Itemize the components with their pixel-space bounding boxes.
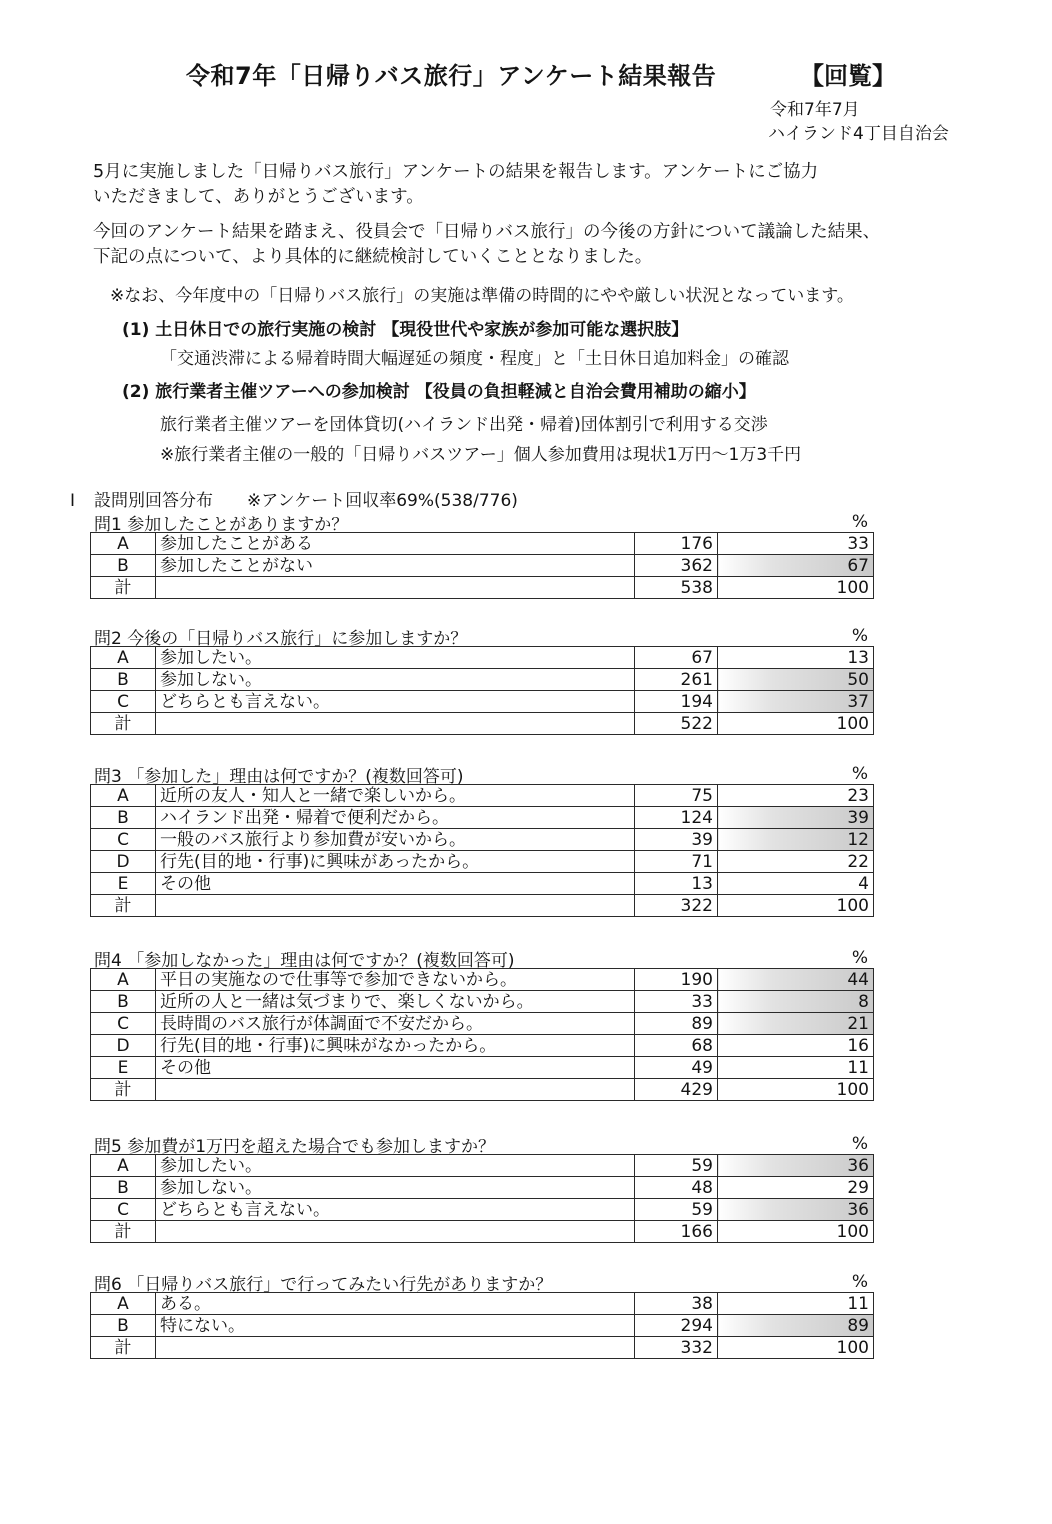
answer-percent: 67 — [718, 555, 874, 577]
section-number: Ⅰ — [70, 491, 76, 511]
answer-code: B — [91, 1315, 156, 1337]
answer-code: A — [91, 1293, 156, 1315]
total-empty-cell — [156, 895, 635, 917]
answer-label: 平日の実施なので仕事等で参加できないから。 — [156, 969, 635, 991]
answer-label: どちらとも言えない。 — [156, 691, 635, 713]
answer-percent: 23 — [718, 785, 874, 807]
answer-count: 59 — [635, 1155, 718, 1177]
answer-label: 行先(目的地・行事)に興味がなかったから。 — [156, 1035, 635, 1057]
question-header — [90, 946, 874, 971]
question-title: 問5 参加費が1万円を超えた場合でも参加しますか？ — [94, 1137, 496, 1157]
table-row — [91, 1177, 874, 1199]
total-empty-cell — [156, 1221, 635, 1243]
table-row — [91, 1013, 874, 1035]
answer-percent: 12 — [718, 829, 874, 851]
answer-label: 長時間のバス旅行が体調面で不安だから。 — [156, 1013, 635, 1035]
answer-code: E — [91, 873, 156, 895]
answer-label: ある。 — [156, 1293, 635, 1315]
answer-count: 13 — [635, 873, 718, 895]
question-title: 問4 「参加しなかった」理由は何ですか？(複数回答可) — [94, 951, 515, 971]
answer-percent: 13 — [718, 647, 874, 669]
intro-note: ※なお、今年度中の「日帰りバス旅行」の実施は準備の時間的にやや厳しい状況となっています。 — [110, 286, 854, 306]
answer-count: 75 — [635, 785, 718, 807]
question-title: 問6 「日帰りバス旅行」で行ってみたい行先がありますか？ — [94, 1275, 553, 1295]
total-label: 計 — [91, 713, 156, 735]
total-empty-cell — [156, 577, 635, 599]
total-label: 計 — [91, 1221, 156, 1243]
percent-unit-label: % — [851, 512, 868, 532]
answer-code: B — [91, 555, 156, 577]
question-title: 問3 「参加した」理由は何ですか？(複数回答可) — [94, 767, 464, 787]
table-row — [91, 829, 874, 851]
answer-count: 176 — [635, 533, 718, 555]
question-block — [90, 762, 874, 917]
answer-label: その他 — [156, 873, 635, 895]
total-row — [91, 1337, 874, 1359]
intro-line: 5月に実施しました「日帰りバス旅行」アンケートの結果を報告します。アンケートにご協力 — [93, 162, 819, 182]
table-row — [91, 1293, 874, 1315]
item-1-detail: 「交通渋滞による帰着時間大幅遅延の頻度・程度」と「土日休日追加料金」の確認 — [160, 349, 789, 369]
table-row — [91, 873, 874, 895]
table-row — [91, 785, 874, 807]
answer-code: A — [91, 533, 156, 555]
total-percent: 100 — [718, 1079, 874, 1101]
answer-percent: 33 — [718, 533, 874, 555]
total-label: 計 — [91, 1337, 156, 1359]
total-percent: 100 — [718, 713, 874, 735]
item-1-heading: (1) 土日休日での旅行実施の検討 【現役世代や家族が参加可能な選択肢】 — [122, 320, 689, 340]
item-2-detail: 旅行業者主催ツアーを団体貸切(ハイランド出発・帰着)団体割引で利用する交渉 — [160, 415, 768, 435]
answer-percent: 16 — [718, 1035, 874, 1057]
answer-code: C — [91, 1199, 156, 1221]
results-table — [90, 646, 874, 735]
answer-count: 261 — [635, 669, 718, 691]
answer-code: C — [91, 1013, 156, 1035]
intro-line: 今回のアンケート結果を踏まえ、役員会で「日帰りバス旅行」の今後の方針について議論した結果、 — [93, 222, 881, 242]
answer-percent: 36 — [718, 1155, 874, 1177]
answer-label: 参加したい。 — [156, 1155, 635, 1177]
question-header — [90, 1132, 874, 1157]
answer-label: 近所の友人・知人と一緒で楽しいから。 — [156, 785, 635, 807]
results-table — [90, 784, 874, 917]
circulation-mark: 【回覧】 — [800, 62, 896, 90]
intro-line: いただきまして、ありがとうございます。 — [93, 187, 424, 207]
table-row — [91, 991, 874, 1013]
total-row — [91, 895, 874, 917]
total-empty-cell — [156, 1079, 635, 1101]
answer-percent: 89 — [718, 1315, 874, 1337]
answer-count: 89 — [635, 1013, 718, 1035]
answer-count: 48 — [635, 1177, 718, 1199]
answer-count: 71 — [635, 851, 718, 873]
question-header — [90, 510, 874, 535]
total-row — [91, 713, 874, 735]
answer-percent: 22 — [718, 851, 874, 873]
answer-code: C — [91, 829, 156, 851]
response-rate: ※アンケート回収率69%(538/776) — [247, 491, 518, 511]
table-row — [91, 555, 874, 577]
table-row — [91, 647, 874, 669]
total-percent: 100 — [718, 577, 874, 599]
question-block — [90, 1270, 874, 1359]
answer-label: 近所の人と一緒は気づまりで、楽しくないから。 — [156, 991, 635, 1013]
answer-code: A — [91, 969, 156, 991]
item-2-heading: (2) 旅行業者主催ツアーへの参加検討 【役員の負担軽減と自治会費用補助の縮小】 — [122, 382, 756, 402]
question-block — [90, 946, 874, 1101]
answer-code: D — [91, 1035, 156, 1057]
results-table — [90, 1292, 874, 1359]
answer-percent: 44 — [718, 969, 874, 991]
answer-label: 参加しない。 — [156, 1177, 635, 1199]
answer-count: 38 — [635, 1293, 718, 1315]
answer-count: 194 — [635, 691, 718, 713]
answer-code: C — [91, 691, 156, 713]
results-table — [90, 968, 874, 1101]
table-row — [91, 669, 874, 691]
percent-unit-label: % — [851, 948, 868, 968]
answer-count: 39 — [635, 829, 718, 851]
report-date: 令和7年7月 — [770, 100, 860, 120]
total-count: 429 — [635, 1079, 718, 1101]
answer-percent: 11 — [718, 1293, 874, 1315]
answer-count: 124 — [635, 807, 718, 829]
total-row — [91, 1079, 874, 1101]
answer-percent: 8 — [718, 991, 874, 1013]
total-count: 166 — [635, 1221, 718, 1243]
answer-percent: 21 — [718, 1013, 874, 1035]
total-percent: 100 — [718, 1221, 874, 1243]
answer-code: B — [91, 1177, 156, 1199]
table-row — [91, 533, 874, 555]
answer-percent: 39 — [718, 807, 874, 829]
total-empty-cell — [156, 713, 635, 735]
question-title: 問1 参加したことがありますか？ — [94, 515, 349, 535]
question-title: 問2 今後の「日帰りバス旅行」に参加しますか？ — [94, 629, 468, 649]
answer-code: B — [91, 669, 156, 691]
answer-count: 33 — [635, 991, 718, 1013]
percent-unit-label: % — [851, 626, 868, 646]
answer-percent: 37 — [718, 691, 874, 713]
intro-paragraph-2 — [93, 220, 1013, 270]
table-row — [91, 851, 874, 873]
question-block — [90, 510, 874, 599]
total-count: 332 — [635, 1337, 718, 1359]
answer-count: 59 — [635, 1199, 718, 1221]
section-title: 設問別回答分布 — [94, 491, 213, 511]
total-percent: 100 — [718, 895, 874, 917]
total-count: 522 — [635, 713, 718, 735]
answer-percent: 36 — [718, 1199, 874, 1221]
total-label: 計 — [91, 577, 156, 599]
table-row — [91, 1035, 874, 1057]
organization-name: ハイランド4丁目自治会 — [768, 124, 949, 144]
table-row — [91, 1315, 874, 1337]
answer-count: 49 — [635, 1057, 718, 1079]
answer-code: A — [91, 1155, 156, 1177]
answer-percent: 4 — [718, 873, 874, 895]
header — [0, 56, 1052, 92]
answer-label: 参加しない。 — [156, 669, 635, 691]
total-label: 計 — [91, 1079, 156, 1101]
question-header — [90, 762, 874, 787]
total-count: 322 — [635, 895, 718, 917]
results-table — [90, 1154, 874, 1243]
results-table — [90, 532, 874, 599]
answer-label: その他 — [156, 1057, 635, 1079]
intro-paragraph-1 — [93, 160, 1013, 210]
total-label: 計 — [91, 895, 156, 917]
answer-code: A — [91, 647, 156, 669]
question-header — [90, 624, 874, 649]
answer-label: 行先(目的地・行事)に興味があったから。 — [156, 851, 635, 873]
answer-code: B — [91, 807, 156, 829]
percent-unit-label: % — [851, 1272, 868, 1292]
question-header — [90, 1270, 874, 1295]
answer-count: 362 — [635, 555, 718, 577]
answer-label: 参加したい。 — [156, 647, 635, 669]
intro-line: 下記の点について、より具体的に継続検討していくこととなりました。 — [93, 247, 653, 267]
answer-count: 67 — [635, 647, 718, 669]
answer-label: 参加したことがある — [156, 533, 635, 555]
answer-percent: 50 — [718, 669, 874, 691]
answer-count: 190 — [635, 969, 718, 991]
total-percent: 100 — [718, 1337, 874, 1359]
answer-code: E — [91, 1057, 156, 1079]
answer-percent: 11 — [718, 1057, 874, 1079]
percent-unit-label: % — [851, 764, 868, 784]
answer-code: B — [91, 991, 156, 1013]
table-row — [91, 1155, 874, 1177]
table-row — [91, 1057, 874, 1079]
answer-label: 参加したことがない — [156, 555, 635, 577]
section-heading — [70, 486, 518, 511]
answer-code: A — [91, 785, 156, 807]
answer-count: 68 — [635, 1035, 718, 1057]
total-count: 538 — [635, 577, 718, 599]
question-block — [90, 1132, 874, 1243]
table-row — [91, 691, 874, 713]
total-row — [91, 577, 874, 599]
table-row — [91, 969, 874, 991]
answer-label: どちらとも言えない。 — [156, 1199, 635, 1221]
answer-label: 一般のバス旅行より参加費が安いから。 — [156, 829, 635, 851]
answer-count: 294 — [635, 1315, 718, 1337]
total-row — [91, 1221, 874, 1243]
table-row — [91, 807, 874, 829]
answer-label: ハイランド出発・帰着で便利だから。 — [156, 807, 635, 829]
page-title: 令和7年「日帰りバス旅行」アンケート結果報告 — [186, 62, 717, 90]
answer-percent: 29 — [718, 1177, 874, 1199]
table-row — [91, 1199, 874, 1221]
question-block — [90, 624, 874, 735]
percent-unit-label: % — [851, 1134, 868, 1154]
item-2-note: ※旅行業者主催の一般的「日帰りバスツアー」個人参加費用は現状1万円～1万3千円 — [160, 445, 802, 465]
total-empty-cell — [156, 1337, 635, 1359]
answer-code: D — [91, 851, 156, 873]
answer-label: 特にない。 — [156, 1315, 635, 1337]
